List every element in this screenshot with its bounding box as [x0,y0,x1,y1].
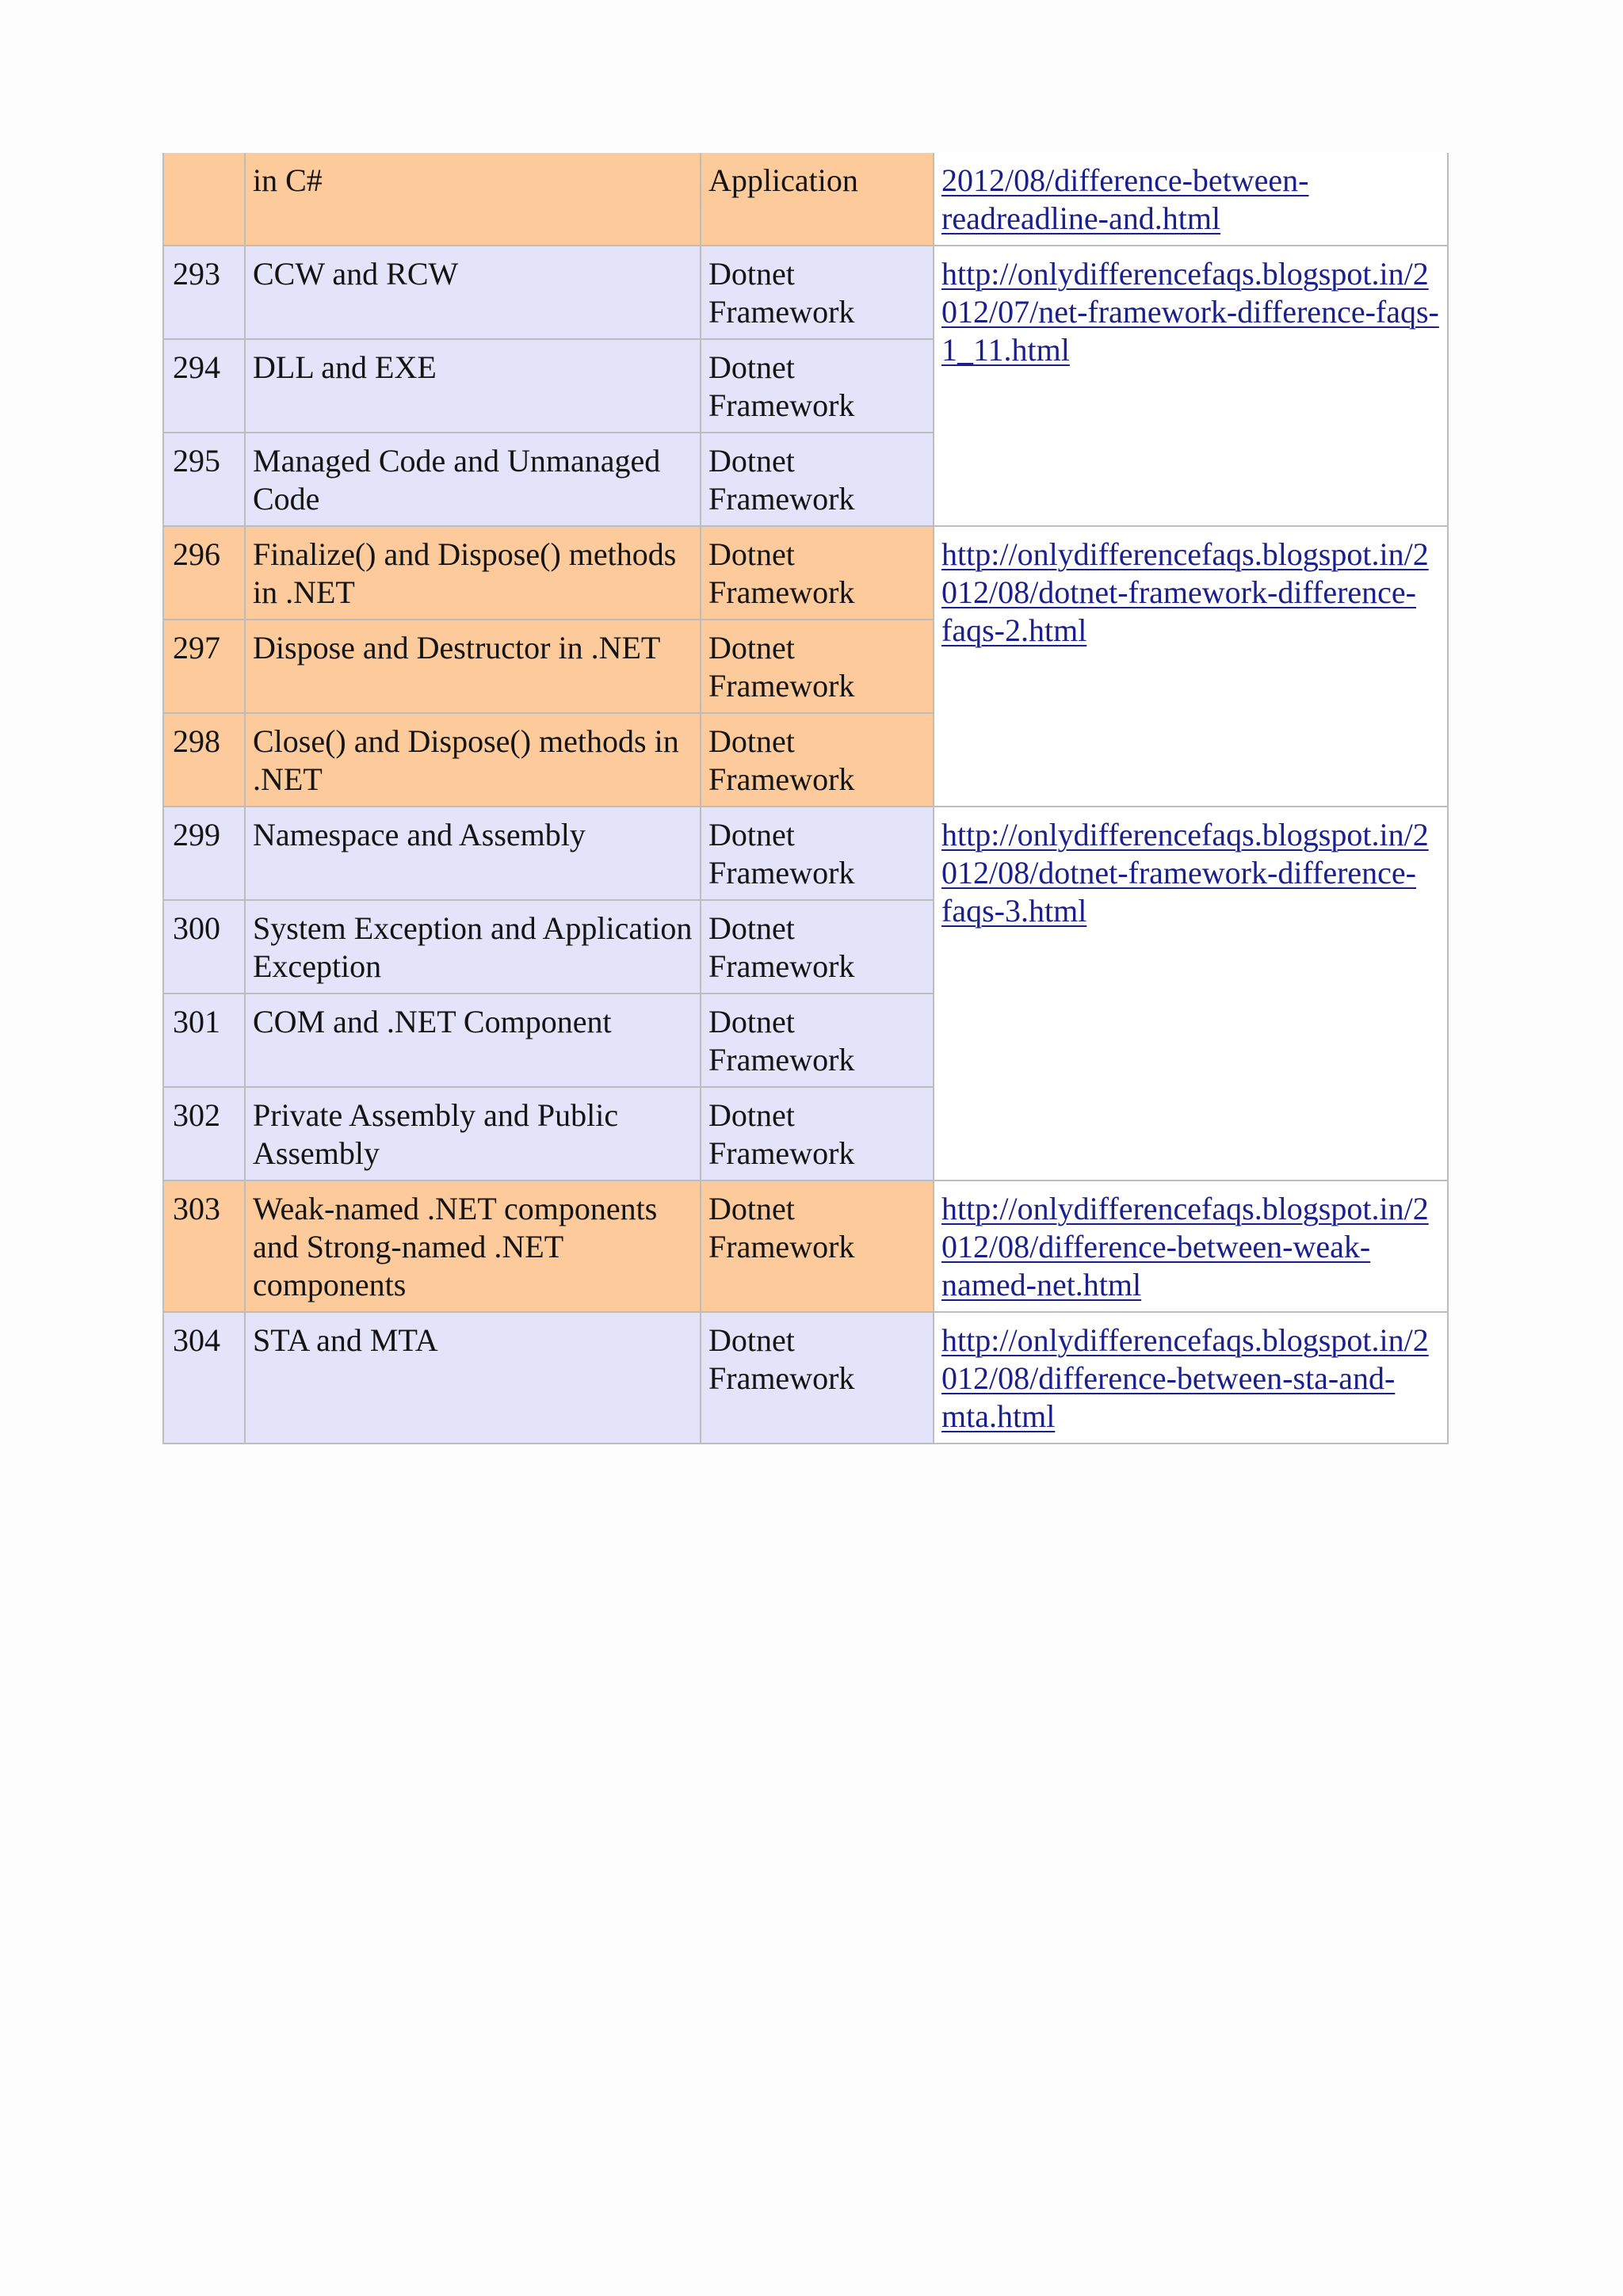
row-number: 300 [163,900,245,994]
topic-cell: Close() and Dispose() methods in .NET [245,713,701,807]
row-number [163,153,245,246]
link-cell [934,1312,1448,1444]
table-row [163,153,1448,246]
table-row [163,807,1448,900]
row-number: 295 [163,433,245,526]
faq-link[interactable]: http://onlydifferencefaqs.blogspot.in/2012/08/difference-between-weak-named-net.html [941,1191,1429,1302]
topic-cell: System Exception and Application Exception [245,900,701,994]
category-cell: Dotnet Framework [701,1312,934,1444]
topic-cell: Finalize() and Dispose() methods in .NET [245,526,701,620]
table-row [163,246,1448,339]
table-row [163,1312,1448,1444]
link-cell [934,807,1448,1180]
link-cell [934,246,1448,526]
row-number: 297 [163,620,245,713]
category-cell: Dotnet Framework [701,433,934,526]
topic-cell: CCW and RCW [245,246,701,339]
category-cell: Dotnet Framework [701,526,934,620]
link-cell [934,526,1448,807]
category-cell: Dotnet Framework [701,339,934,433]
topic-cell: Managed Code and Unmanaged Code [245,433,701,526]
table-row [163,526,1448,620]
topic-cell: DLL and EXE [245,339,701,433]
topic-cell: Namespace and Assembly [245,807,701,900]
row-number: 294 [163,339,245,433]
row-number: 293 [163,246,245,339]
faq-table [162,153,1449,1444]
row-number: 304 [163,1312,245,1444]
topic-cell: STA and MTA [245,1312,701,1444]
row-number: 302 [163,1087,245,1180]
topic-cell: Private Assembly and Public Assembly [245,1087,701,1180]
category-cell: Application [701,153,934,246]
category-cell: Dotnet Framework [701,1087,934,1180]
row-number: 298 [163,713,245,807]
row-number: 296 [163,526,245,620]
topic-cell: Weak-named .NET components and Strong-named .NET components [245,1180,701,1312]
topic-cell: Dispose and Destructor in .NET [245,620,701,713]
row-number: 303 [163,1180,245,1312]
category-cell: Dotnet Framework [701,246,934,339]
link-cell [934,1180,1448,1312]
table-row [163,1180,1448,1312]
faq-link[interactable]: http://onlydifferencefaqs.blogspot.in/2012/08/dotnet-framework-difference-faqs-2.html [941,536,1429,648]
row-number: 299 [163,807,245,900]
category-cell: Dotnet Framework [701,1180,934,1312]
category-cell: Dotnet Framework [701,994,934,1087]
faq-link[interactable]: 2012/08/difference-between-readreadline-and.html [941,162,1309,236]
topic-cell: COM and .NET Component [245,994,701,1087]
category-cell: Dotnet Framework [701,713,934,807]
category-cell: Dotnet Framework [701,900,934,994]
faq-link[interactable]: http://onlydifferencefaqs.blogspot.in/2012/08/dotnet-framework-difference-faqs-3.html [941,817,1429,929]
faq-link[interactable]: http://onlydifferencefaqs.blogspot.in/2012/07/net-framework-difference-faqs-1_11.html [941,256,1439,368]
category-cell: Dotnet Framework [701,807,934,900]
row-number: 301 [163,994,245,1087]
category-cell: Dotnet Framework [701,620,934,713]
topic-cell: in C# [245,153,701,246]
faq-link[interactable]: http://onlydifferencefaqs.blogspot.in/2012/08/difference-between-sta-and-mta.html [941,1322,1429,1434]
link-cell [934,153,1448,246]
